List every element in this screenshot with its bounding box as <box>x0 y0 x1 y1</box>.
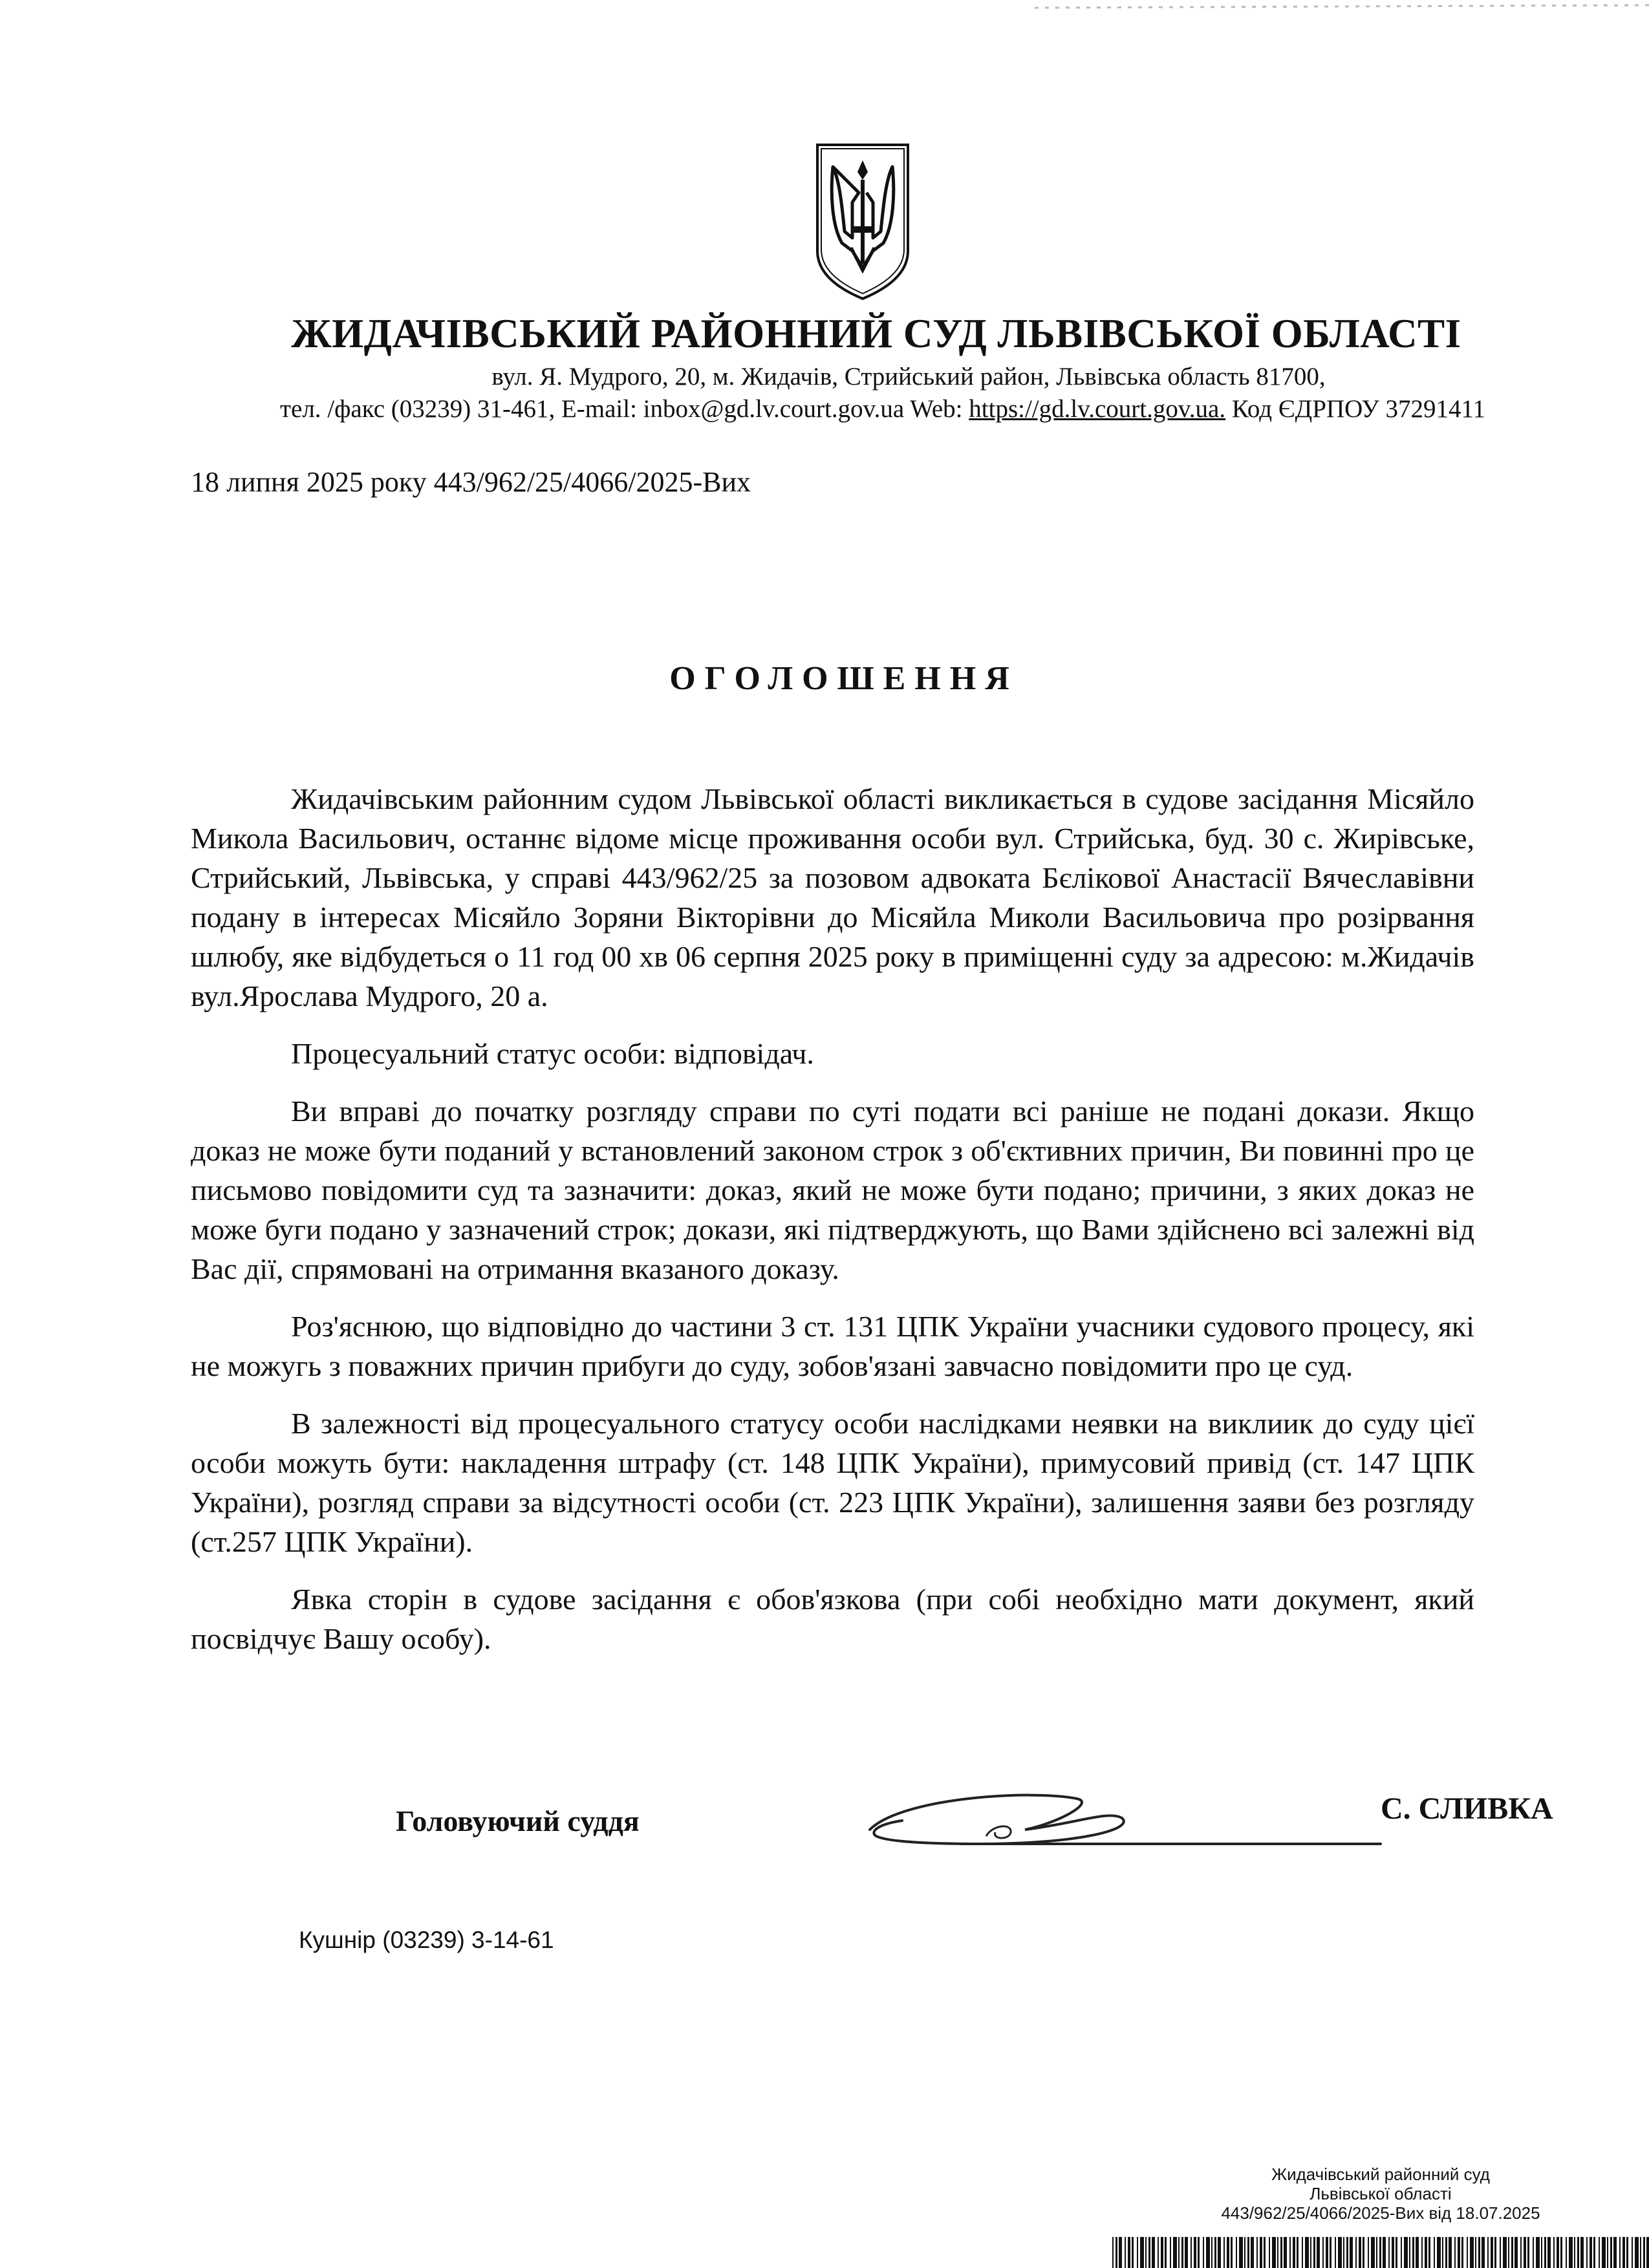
court-name: ЖИДАЧІВСЬКИЙ РАЙОННИЙ СУД ЛЬВІВСЬКОЇ ОБЛАСТІ <box>291 311 1461 356</box>
signatory-role: Головуючий суддя <box>396 1804 640 1837</box>
outgoing-reference: 18 липня 2025 року 443/962/25/4066/2025-Вих <box>191 466 751 498</box>
paragraph-consequences: В залежності від процесуального статусу особи наслідками неявки на виклиик до суду цієї особи можуть бути: накладення штрафу (ст. 148 ЦПК України), примусовий привід (ст. 147 ЦПК України), розгляд справи за відсутності особи (ст. 223 ЦПК України), залишення заяви без розгляду (ст.257 ЦПК України). <box>191 1407 1474 1558</box>
paragraph-explanation: Роз'яснюю, що відповідно до частини 3 ст. 131 ЦПК України учасники судового процесу, які не можугь з поважних причин прибуги до суду, зобов'язані завчасно повідомити про це суд. <box>191 1310 1474 1382</box>
handwritten-signature <box>863 1784 1394 1856</box>
contact-phone-email: тел. /факс (03239) 31-461, E-mail: inbox@gd.lv.court.gov.ua Web: <box>279 395 969 423</box>
signatory-name: С. СЛИВКА <box>1381 1792 1553 1826</box>
paragraph-status: Процесуальний статус особи: відповідач. <box>291 1037 814 1070</box>
document-title: ОГОЛОШЕННЯ <box>669 660 1018 697</box>
court-contacts <box>58 394 1649 423</box>
scan-edge <box>0 0 1649 19</box>
stamp-region: Львівської області <box>1310 2184 1452 2203</box>
paragraph-attendance: Явка сторін в судове засідання є обов'язкова (при собі необхідно мати документ, який посвідчує Вашу особу). <box>191 1583 1474 1655</box>
edrpou-code: Код ЄДРПОУ 37291411 <box>1225 395 1485 423</box>
stamp-court: Жидачівський районний суд <box>1271 2165 1490 2184</box>
coat-of-arms-icon <box>814 141 912 303</box>
barcode <box>1112 2237 1649 2268</box>
stamp-reg-number: 443/962/25/4066/2025-Вих від 18.07.2025 <box>1221 2203 1540 2223</box>
paragraph-summons: Жидачівським районним судом Львівської області викликається в судове засідання Місяйло Микола Васильович, останнє відоме місце проживання особи вул. Стрийська, буд. 30 с. Жирівське, Стрийський, Львівська, у справі 443/962/25 за позовом адвоката Бєлікової Анастасії Вячеславівни подану в інтересах Місяйло Зоряни Вікторівни до Місяйла Миколи Васильовича про розірвання шлюбу, яке відбудеться о 11 год 00 хв 06 серпня 2025 року в приміщенні суду за адресою: м.Жидачів вул.Ярослава Мудрого, 20 а. <box>191 782 1474 1012</box>
announcement-body <box>191 779 1474 1676</box>
registration-stamp <box>1161 2165 1600 2223</box>
website-link[interactable]: https://gd.lv.court.gov.ua. <box>969 395 1226 423</box>
paragraph-evidence: Ви вправі до початку розгляду справи по суті подати всі раніше не подані докази. Якщо доказ не може бути поданий у встановлений законом строк з об'єктивних причин, Ви повинні про це письмово повідомити суд та зазначити: доказ, який не може бути подано; причини, з яких доказ не може буги подано у зазначений строк; докази, які підтверджують, що Вами здійснено всі залежні від Вас дії, спрямовані на отримання вказаного доказу. <box>191 1095 1474 1285</box>
court-address: вул. Я. Мудрого, 20, м. Жидачів, Стрийський район, Львівська область 81700, <box>491 363 1326 390</box>
executor-contact: Кушнір (03239) 3-14-61 <box>299 1927 554 1953</box>
